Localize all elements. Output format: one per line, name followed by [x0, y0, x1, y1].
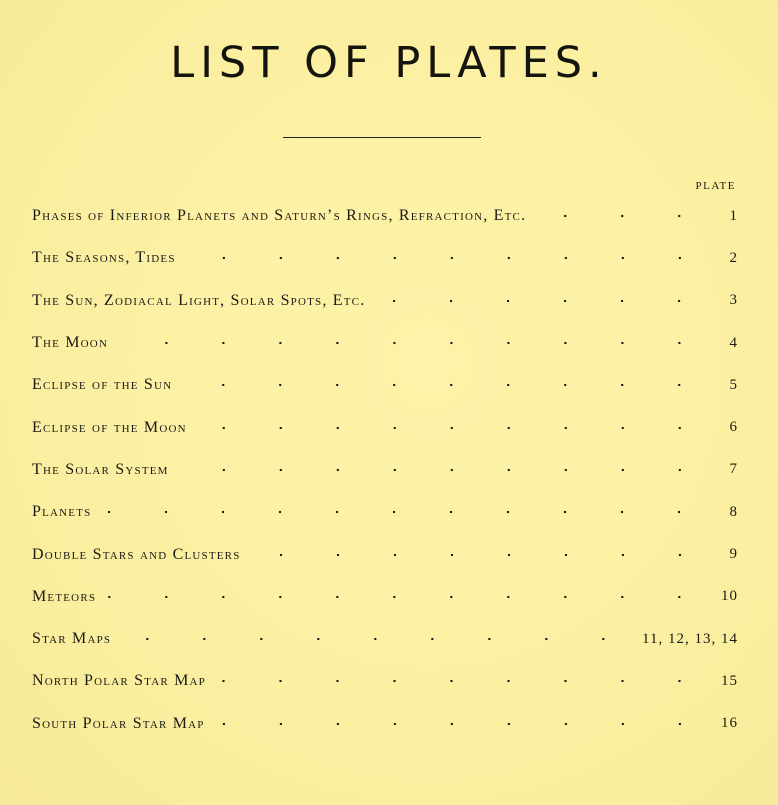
dot-leader: [179, 462, 708, 478]
dot-leader: [197, 420, 708, 436]
entry-plate: 5: [729, 376, 738, 393]
entry-plate: 9: [729, 546, 738, 563]
entry-plate: 4: [729, 334, 738, 351]
plate-column-header: PLATE: [695, 180, 736, 192]
entry-label: The Seasons, Tides: [32, 249, 176, 267]
entry-plate: 1: [729, 207, 738, 224]
dot-leader: [215, 716, 708, 732]
entry-plate: 2: [729, 249, 738, 266]
entry-label: North Polar Star Map: [32, 672, 206, 690]
entry-plate: 10: [721, 588, 738, 605]
list-item: [32, 449, 738, 491]
entry-plate: 7: [729, 461, 738, 478]
dot-leader: [121, 631, 632, 647]
list-item: [32, 237, 738, 279]
entry-label: Double Stars and Clusters: [32, 545, 241, 563]
dot-leader: [251, 547, 708, 563]
list-item: [32, 618, 738, 660]
plates-list: [32, 195, 738, 745]
title-rule: [283, 137, 481, 138]
entry-plate: 16: [721, 715, 738, 732]
entry-label: Star Maps: [32, 630, 112, 648]
dot-leader: [375, 293, 708, 309]
entry-label: Eclipse of the Sun: [32, 376, 173, 394]
list-item: [32, 491, 738, 533]
entry-label: The Moon: [32, 334, 109, 352]
list-item: [32, 364, 738, 406]
entry-plate: 6: [729, 419, 738, 436]
list-item: [32, 533, 738, 575]
dot-leader: [101, 504, 708, 520]
entry-label: Phases of Inferior Planets and Saturn’s Rings, Refraction, Etc.: [32, 207, 527, 225]
entry-label: Planets: [32, 503, 92, 521]
list-item: [32, 322, 738, 364]
entry-label: South Polar Star Map: [32, 714, 205, 732]
entry-plate: 3: [729, 292, 738, 309]
entry-label: The Solar System: [32, 460, 169, 478]
entry-label: Meteors: [32, 587, 97, 605]
dot-leader: [186, 250, 708, 266]
entry-label: The Sun, Zodiacal Light, Solar Spots, Etc.: [32, 291, 366, 309]
list-item: [32, 406, 738, 448]
dot-leader: [216, 673, 708, 689]
list-item: [32, 195, 738, 237]
list-item: [32, 280, 738, 322]
page-title: LIST OF PLATES.: [170, 38, 608, 88]
list-item: [32, 660, 738, 702]
list-item: [32, 703, 738, 745]
entry-label: Eclipse of the Moon: [32, 418, 187, 436]
entry-plate: 15: [721, 672, 738, 689]
dot-leader: [182, 377, 708, 393]
entry-plate: 11, 12, 13, 14: [642, 630, 738, 647]
dot-leader: [118, 335, 708, 351]
dot-leader: [536, 208, 708, 224]
dot-leader: [106, 589, 708, 605]
list-item: [32, 576, 738, 618]
entry-plate: 8: [729, 503, 738, 520]
